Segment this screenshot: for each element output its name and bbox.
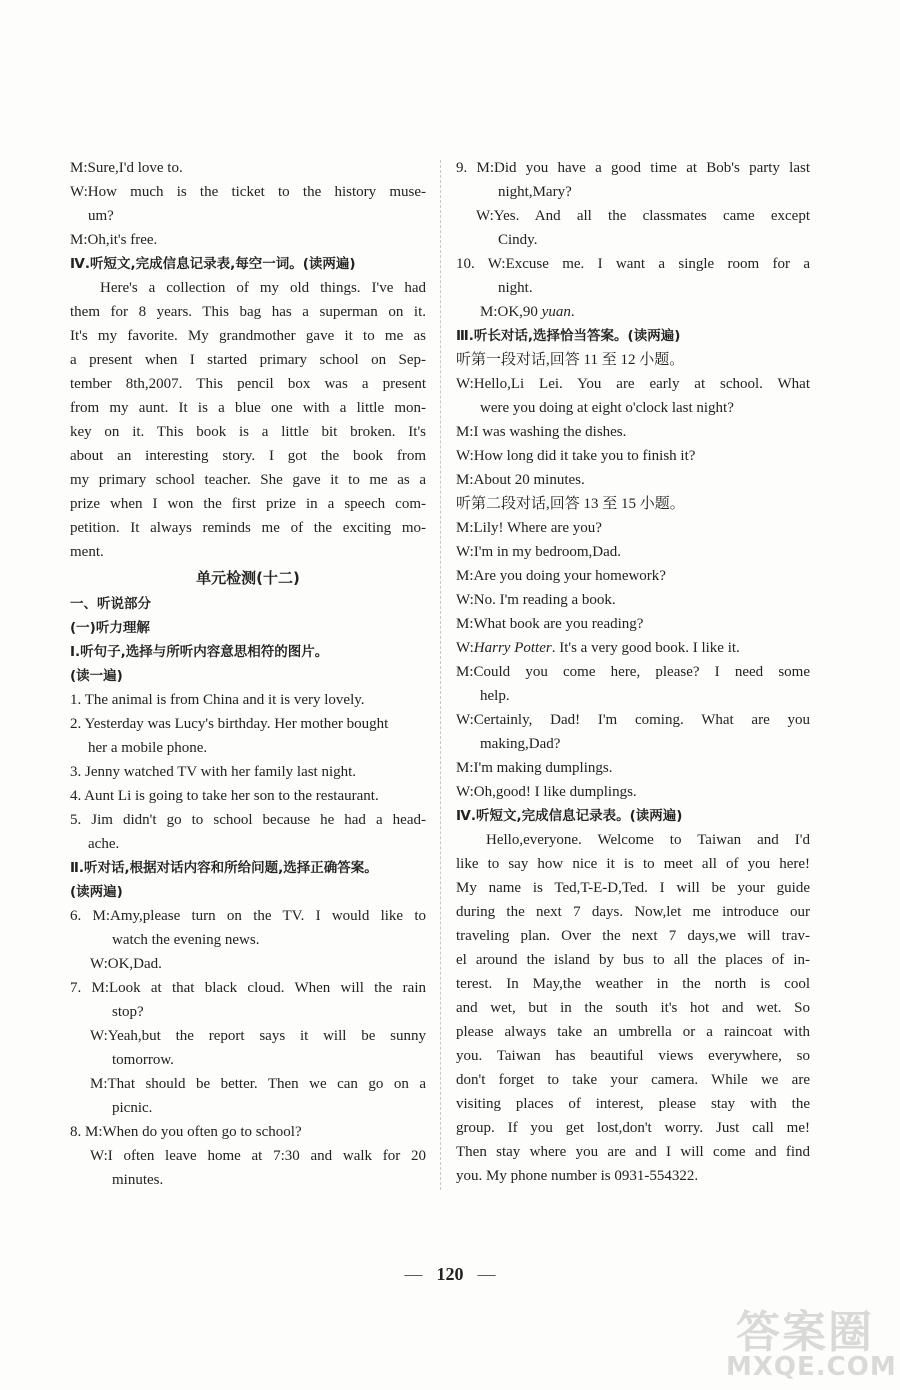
dialogue-item: W:I often leave home at 7:30 and walk for 20 xyxy=(90,1148,426,1164)
dialogue-item: W:Yeah,but the report says it will be sunny xyxy=(90,1028,426,1044)
dialogue-item: W:Yes. And all the classmates came except xyxy=(476,208,810,224)
sentence-item: 1. The animal is from China and it is very lovely. xyxy=(70,692,365,708)
passage-line: group. If you get lost,don't worry. Just call me! xyxy=(456,1120,810,1136)
instruction-line: 听第一段对话,回答 11 至 12 小题。 xyxy=(456,352,685,368)
dialogue-text: W: xyxy=(456,640,474,656)
passage-line: like to say how nice it is to meet all of you here! xyxy=(456,856,810,872)
passage-line: Hello,everyone. Welcome to Taiwan and I'd xyxy=(486,832,810,848)
passage-line: ment. xyxy=(70,544,104,560)
passage-line: them for 8 years. This bag has a superman on it. xyxy=(70,304,426,320)
section-heading: Ⅳ.听短文,完成信息记录表,每空一词。(读两遍) xyxy=(70,256,356,272)
passage-line: key on it. This book is a little bit broken. It's xyxy=(70,424,426,440)
instruction-line: 听第二段对话,回答 13 至 15 小题。 xyxy=(456,496,685,512)
dialogue-line: W:Certainly, Dad! I'm coming. What are you xyxy=(456,712,810,728)
passage-line: about an interesting story. I got the book from xyxy=(70,448,426,464)
dialogue-line: W:How long did it take you to finish it? xyxy=(456,448,696,464)
section-heading: (一)听力理解 xyxy=(70,620,150,636)
dialogue-item: W:OK,Dad. xyxy=(90,956,162,972)
page-number xyxy=(0,1264,900,1285)
dialogue-line: W:I'm in my bedroom,Dad. xyxy=(456,544,622,560)
dialogue-line: M:What book are you reading? xyxy=(456,616,644,632)
dialogue-item: M:That should be better. Then we can go on a xyxy=(90,1076,426,1092)
dialogue-text: M:OK,90 xyxy=(480,304,542,320)
sentence-item: ache. xyxy=(88,836,120,852)
dialogue-item: 8. M:When do you often go to school? xyxy=(70,1124,302,1140)
sentence-item: her a mobile phone. xyxy=(88,740,208,756)
passage-line: prize when I won the first prize in a speech com- xyxy=(70,496,426,512)
dialogue-line: W:No. I'm reading a book. xyxy=(456,592,616,608)
unit-test-title: 单元检测(十二) xyxy=(196,569,300,587)
dialogue-line: W:Oh,good! I like dumplings. xyxy=(456,784,637,800)
passage-line: you. My phone number is 0931-554322. xyxy=(456,1168,699,1184)
passage-line: Then stay where you are and I will come and find xyxy=(456,1144,810,1160)
dialogue-line: help. xyxy=(480,688,510,704)
passage-line: you. Taiwan has beautiful views everywhere, so xyxy=(456,1048,810,1064)
passage-line: traveling plan. Over the next 7 days,we will trav- xyxy=(456,928,810,944)
watermark-text: 答案圈 xyxy=(736,1307,874,1358)
dialogue-line: were you doing at eight o'clock last night? xyxy=(480,400,734,416)
dialogue-line: M:I was washing the dishes. xyxy=(456,424,627,440)
dialogue-line: M:Oh,it's free. xyxy=(70,232,158,248)
dialogue-line: M:Could you come here, please? I need some xyxy=(456,664,810,680)
passage-line: during the next 7 days. Now,let me introduce our xyxy=(456,904,810,920)
dialogue-item: 10. W:Excuse me. I want a single room for a xyxy=(456,256,810,272)
right-column xyxy=(456,156,810,1188)
sentence-item: 3. Jenny watched TV with her family last night. xyxy=(70,764,357,780)
dialogue-item: 7. M:Look at that black cloud. When will the rain xyxy=(70,980,426,996)
passage-line: from my aunt. It is a blue one with a little mon- xyxy=(70,400,426,416)
dialogue-line: M:About 20 minutes. xyxy=(456,472,585,488)
dialogue-item: watch the evening news. xyxy=(112,932,260,948)
dialogue-text-italic: yuan xyxy=(541,304,571,320)
section-heading: Ⅳ.听短文,完成信息记录表。(读两遍) xyxy=(456,808,683,824)
dialogue-line: M:I'm making dumplings. xyxy=(456,760,613,776)
dialogue-item: stop? xyxy=(112,1004,144,1020)
dialogue-item: Cindy. xyxy=(498,232,538,248)
dialogue-line: um? xyxy=(88,208,114,224)
watermark-logo xyxy=(726,1296,896,1386)
passage-line: It's my favorite. My grandmother gave it to me as xyxy=(70,328,426,344)
dialogue-item: night. xyxy=(498,280,533,296)
dialogue-item: 6. M:Amy,please turn on the TV. I would like to xyxy=(70,908,426,924)
left-column xyxy=(70,156,426,1192)
sentence-item: 4. Aunt Li is going to take her son to the restaurant. xyxy=(70,788,379,804)
section-heading: 一、听说部分 xyxy=(70,596,151,612)
sentence-item: 5. Jim didn't go to school because he had a head- xyxy=(70,812,426,828)
passage-line: don't forget to take your camera. While we are xyxy=(456,1072,810,1088)
passage-line: terest. In May,the weather in the north is cool xyxy=(456,976,810,992)
passage-line: a present when I started primary school on Sep- xyxy=(70,352,426,368)
section-heading: Ⅲ.听长对话,选择恰当答案。(读两遍) xyxy=(456,328,681,344)
watermark-url: MXQE.COM xyxy=(726,1352,897,1382)
sentence-item: 2. Yesterday was Lucy's birthday. Her mother bought xyxy=(70,716,389,732)
page-dash: — xyxy=(477,1264,496,1284)
passage-line: tember 8th,2007. This pencil box was a present xyxy=(70,376,426,392)
passage-line: My name is Ted,T-E-D,Ted. I will be your guide xyxy=(456,880,810,896)
passage-line: petition. It always reminds me of the exciting mo- xyxy=(70,520,426,536)
section-heading: Ⅱ.听对话,根据对话内容和所给问题,选择正确答案。 xyxy=(70,860,378,876)
passage-line: and wet, but in the south it's hot and wet. So xyxy=(456,1000,810,1016)
book-title: Harry Potter xyxy=(473,640,552,656)
dialogue-line: W:How much is the ticket to the history muse- xyxy=(70,184,426,200)
dialogue-text: . It's a very good book. I like it. xyxy=(551,640,740,656)
dialogue-line: M:Are you doing your homework? xyxy=(456,568,666,584)
passage-line: el around the island by bus to all the places of in- xyxy=(456,952,810,968)
column-divider xyxy=(440,160,441,1190)
page-dash: — xyxy=(404,1264,423,1284)
dialogue-line: M:Sure,I'd love to. xyxy=(70,160,183,176)
dialogue-line: M:Lily! Where are you? xyxy=(456,520,602,536)
passage-line: please always take an umbrella or a raincoat with xyxy=(456,1024,810,1040)
passage-line: my primary school teacher. She gave it to me as a xyxy=(70,472,426,488)
dialogue-line: making,Dad? xyxy=(480,736,561,752)
section-heading: Ⅰ.听句子,选择与所听内容意思相符的图片。 xyxy=(70,644,329,660)
dialogue-item: picnic. xyxy=(112,1100,153,1116)
dialogue-item: minutes. xyxy=(112,1172,164,1188)
section-heading: (读一遍) xyxy=(70,668,123,684)
dialogue-item: tomorrow. xyxy=(112,1052,174,1068)
page-number-value: 120 xyxy=(436,1264,464,1284)
dialogue-item: night,Mary? xyxy=(498,184,572,200)
dialogue-line: W:Hello,Li Lei. You are early at school. What xyxy=(456,376,810,392)
section-heading: (读两遍) xyxy=(70,884,123,900)
dialogue-line xyxy=(456,636,810,660)
dialogue-item xyxy=(456,300,810,324)
dialogue-text: . xyxy=(570,304,575,320)
passage-line: visiting places of interest, please stay with the xyxy=(456,1096,810,1112)
dialogue-item: 9. M:Did you have a good time at Bob's party last xyxy=(456,160,810,176)
passage-line: Here's a collection of my old things. I've had xyxy=(100,280,426,296)
